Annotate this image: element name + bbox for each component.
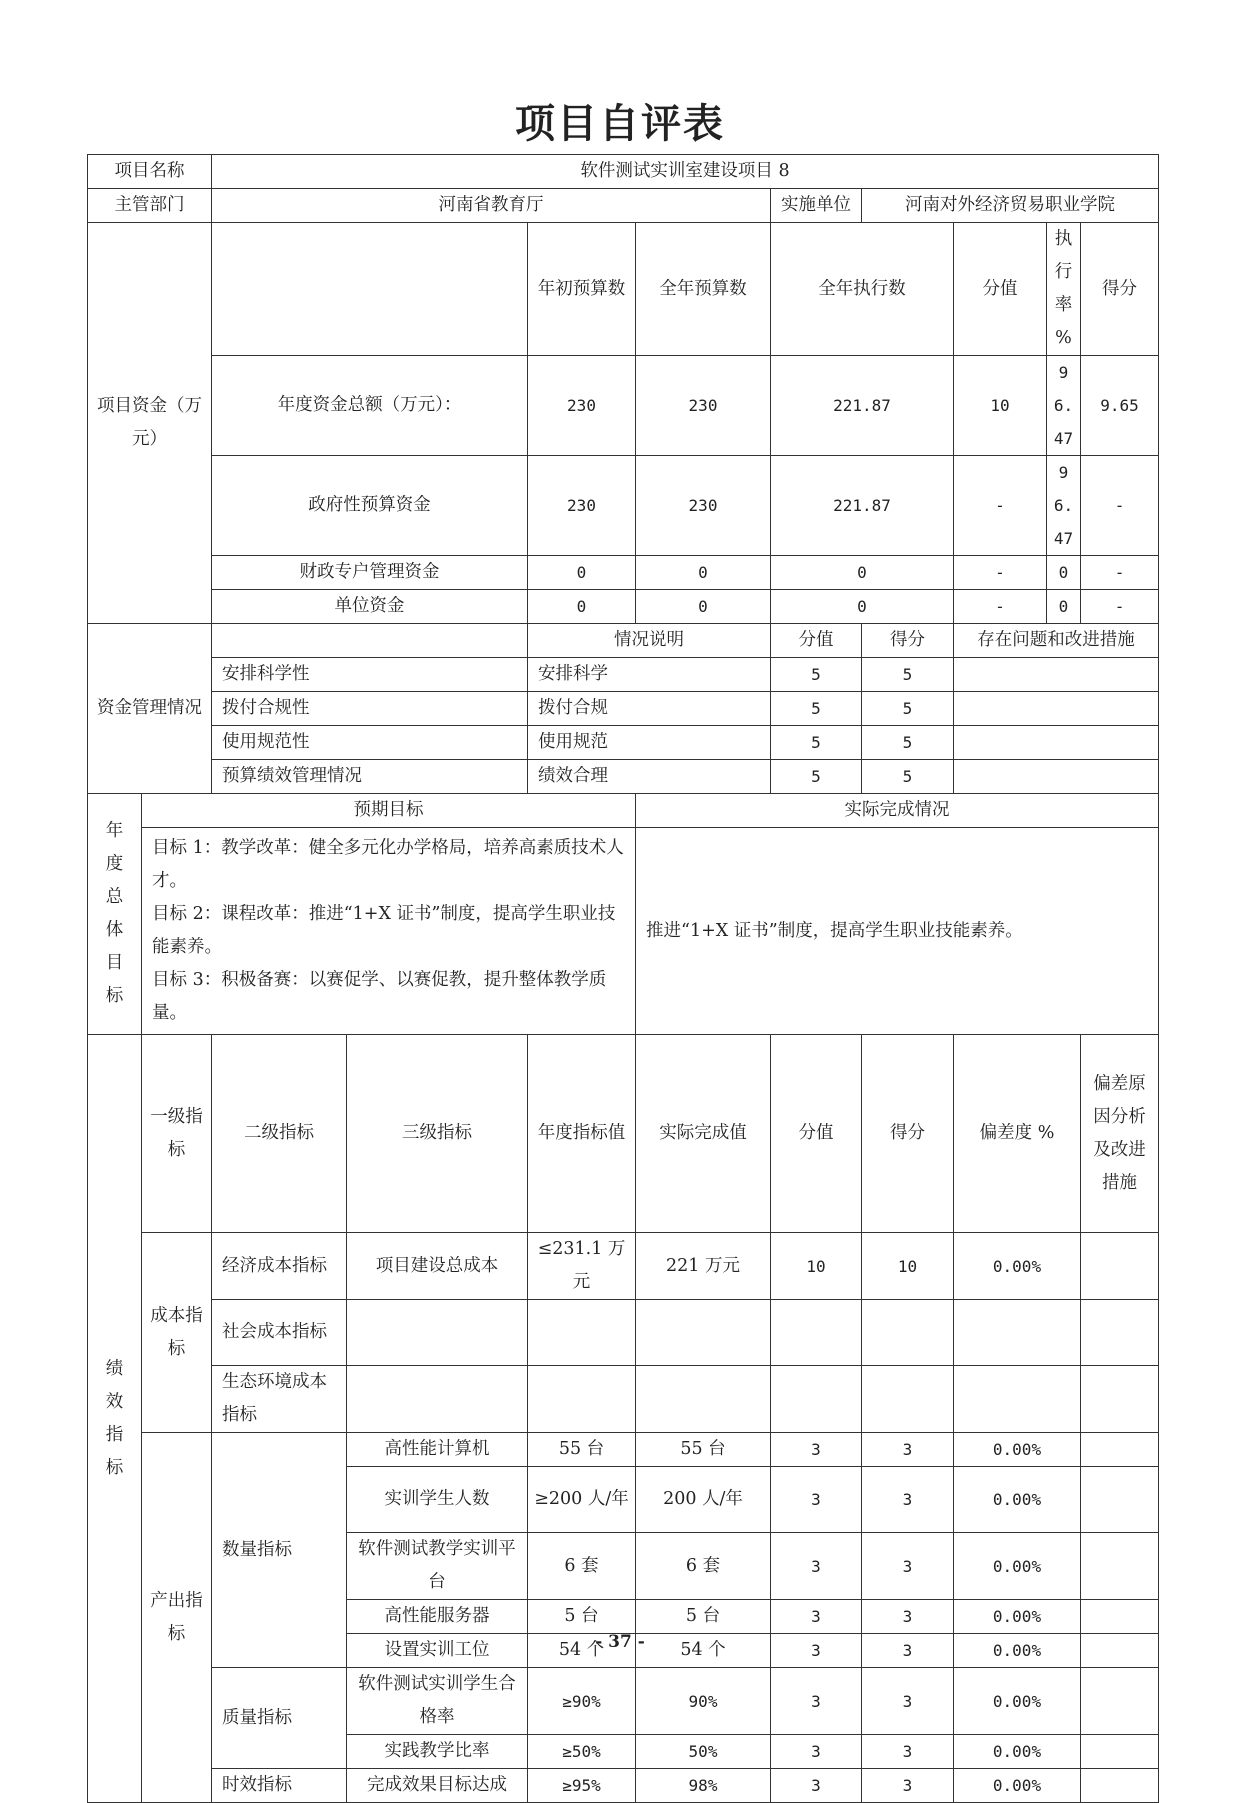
goals-label: 年度总体目标 (88, 794, 142, 1035)
output-level3: 高性能服务器 (347, 1600, 528, 1634)
funds-header-blank (212, 223, 528, 356)
output-deviation: 0.00% (954, 1433, 1081, 1467)
output-score: 3 (862, 1433, 954, 1467)
output-score-value: 3 (771, 1467, 862, 1533)
perf-header-row (88, 1035, 1159, 1233)
cost-level2: 社会成本指标 (212, 1300, 347, 1366)
mgmt-desc: 安排科学 (528, 658, 771, 692)
output-actual: 50% (636, 1735, 771, 1769)
mgmt-desc: 使用规范 (528, 726, 771, 760)
cost-score-value (771, 1366, 862, 1433)
output-deviation: 0.00% (954, 1634, 1081, 1668)
funds-row-label: 政府性预算资金 (212, 456, 528, 556)
output-row (88, 1433, 1159, 1467)
cost-target: ≤231.1 万元 (528, 1233, 636, 1300)
funds-row-label: 单位资金 (212, 590, 528, 624)
output-level1: 产出指标 (142, 1433, 212, 1803)
cost-deviation (954, 1366, 1081, 1433)
perf-header-2: 三级指标 (347, 1035, 528, 1233)
dept-label: 主管部门 (88, 189, 212, 223)
output-level3: 软件测试实训学生合格率 (347, 1668, 528, 1735)
output-score-value: 3 (771, 1533, 862, 1600)
output-deviation: 0.00% (954, 1467, 1081, 1533)
output-score-value: 3 (771, 1735, 862, 1769)
cost-level2: 生态环境成本指标 (212, 1366, 347, 1433)
self-evaluation-table (87, 154, 1159, 1803)
cost-actual (636, 1300, 771, 1366)
output-score: 3 (862, 1634, 954, 1668)
mgmt-label: 资金管理情况 (88, 624, 212, 794)
mgmt-item: 安排科学性 (212, 658, 528, 692)
output-level3: 软件测试教学实训平台 (347, 1533, 528, 1600)
cost-level1: 成本指标 (142, 1233, 212, 1433)
cost-score (862, 1366, 954, 1433)
perf-header-3: 年度指标值 (528, 1035, 636, 1233)
output-score: 3 (862, 1467, 954, 1533)
funds-header-5: 得分 (1081, 223, 1159, 356)
mgmt-header-0: 情况说明 (528, 624, 771, 658)
mgmt-item: 预算绩效管理情况 (212, 760, 528, 794)
perf-header-7: 偏差度 % (954, 1035, 1081, 1233)
funds-row (88, 556, 1159, 590)
goals-content-row (88, 828, 1159, 1035)
funds-cell: 0 (771, 556, 954, 590)
output-target: 5 台 (528, 1600, 636, 1634)
funds-cell: 0 (636, 556, 771, 590)
output-score-value: 3 (771, 1769, 862, 1803)
output-score-value: 3 (771, 1668, 862, 1735)
output-score-value: 3 (771, 1634, 862, 1668)
cost-score: 10 (862, 1233, 954, 1300)
cost-deviation (954, 1300, 1081, 1366)
output-target: ≥50% (528, 1735, 636, 1769)
output-reason (1081, 1668, 1159, 1735)
output-score-value: 3 (771, 1600, 862, 1634)
perf-header-8: 偏差原因分析及改进措施 (1081, 1035, 1159, 1233)
funds-cell: - (1081, 590, 1159, 624)
dept-value: 河南省教育厅 (212, 189, 771, 223)
perf-label: 绩效指标 (88, 1035, 142, 1803)
funds-header-3: 分值 (954, 223, 1047, 356)
funds-cell: - (1081, 556, 1159, 590)
output-actual: 55 台 (636, 1433, 771, 1467)
output-reason (1081, 1467, 1159, 1533)
mgmt-score-value: 5 (771, 658, 862, 692)
project-name-row (88, 155, 1159, 189)
output-row (88, 1668, 1159, 1735)
cost-row (88, 1366, 1159, 1433)
output-reason (1081, 1533, 1159, 1600)
perf-header-6: 得分 (862, 1035, 954, 1233)
funds-cell: 10 (954, 356, 1047, 456)
cost-row (88, 1300, 1159, 1366)
output-actual: 200 人/年 (636, 1467, 771, 1533)
actual-goal-text: 推进“1+X 证书”制度，提高学生职业技能素养。 (636, 828, 1159, 1035)
output-score: 3 (862, 1668, 954, 1735)
output-level3: 完成效果目标达成 (347, 1769, 528, 1803)
funds-cell: 96.47 (1047, 456, 1081, 556)
output-actual: 98% (636, 1769, 771, 1803)
expected-goals-header: 预期目标 (142, 794, 636, 828)
funds-row (88, 356, 1159, 456)
mgmt-issue (954, 760, 1159, 794)
project-name-label: 项目名称 (88, 155, 212, 189)
perf-header-0: 一级指标 (142, 1035, 212, 1233)
output-row (88, 1769, 1159, 1803)
funds-cell: 0 (528, 556, 636, 590)
output-target: 54 个 (528, 1634, 636, 1668)
impl-label: 实施单位 (771, 189, 862, 223)
output-target: 6 套 (528, 1533, 636, 1600)
cost-actual (636, 1366, 771, 1433)
funds-cell: 221.87 (771, 356, 954, 456)
funds-cell: 0 (1047, 590, 1081, 624)
quality-level2: 质量指标 (212, 1668, 347, 1769)
mgmt-row (88, 760, 1159, 794)
goals-header-row (88, 794, 1159, 828)
funds-cell: 221.87 (771, 456, 954, 556)
output-reason (1081, 1600, 1159, 1634)
mgmt-score-value: 5 (771, 760, 862, 794)
mgmt-header-row (88, 624, 1159, 658)
cost-target (528, 1300, 636, 1366)
funds-cell: - (1081, 456, 1159, 556)
cost-level3: 项目建设总成本 (347, 1233, 528, 1300)
cost-score-value (771, 1300, 862, 1366)
mgmt-header-1: 分值 (771, 624, 862, 658)
mgmt-desc: 拨付合规 (528, 692, 771, 726)
expected-goal-item: 目标 3：积极备赛：以赛促学、以赛促教，提升整体教学质量。 (152, 970, 607, 1023)
mgmt-issue (954, 692, 1159, 726)
output-target: ≥90% (528, 1668, 636, 1735)
mgmt-issue (954, 726, 1159, 760)
perf-header-5: 分值 (771, 1035, 862, 1233)
funds-cell: 0 (528, 590, 636, 624)
dept-row (88, 189, 1159, 223)
mgmt-header-3: 存在问题和改进措施 (954, 624, 1159, 658)
mgmt-item: 使用规范性 (212, 726, 528, 760)
funds-cell: - (954, 456, 1047, 556)
mgmt-score: 5 (862, 760, 954, 794)
funds-cell: - (954, 556, 1047, 590)
funds-row-label: 财政专户管理资金 (212, 556, 528, 590)
funds-cell: 9.65 (1081, 356, 1159, 456)
output-deviation: 0.00% (954, 1769, 1081, 1803)
mgmt-item: 拨付合规性 (212, 692, 528, 726)
output-score-value: 3 (771, 1433, 862, 1467)
output-actual: 54 个 (636, 1634, 771, 1668)
funds-row (88, 456, 1159, 556)
cost-level3 (347, 1300, 528, 1366)
cost-level3 (347, 1366, 528, 1433)
mgmt-row (88, 692, 1159, 726)
output-actual: 6 套 (636, 1533, 771, 1600)
document-title: 项目自评表 (515, 101, 725, 147)
funds-cell: 230 (528, 456, 636, 556)
cost-reason (1081, 1300, 1159, 1366)
project-name-value: 软件测试实训室建设项目 8 (212, 155, 1159, 189)
funds-cell: 0 (636, 590, 771, 624)
page-number: - 37 - (595, 1632, 645, 1652)
mgmt-score-value: 5 (771, 692, 862, 726)
quantity-level2: 数量指标 (212, 1433, 347, 1668)
output-target: ≥200 人/年 (528, 1467, 636, 1533)
expected-goals (142, 828, 636, 1035)
output-reason (1081, 1433, 1159, 1467)
mgmt-header-blank (212, 624, 528, 658)
cost-reason (1081, 1366, 1159, 1433)
output-score: 3 (862, 1769, 954, 1803)
output-score: 3 (862, 1735, 954, 1769)
cost-reason (1081, 1233, 1159, 1300)
cost-score-value: 10 (771, 1233, 862, 1300)
cost-row (88, 1233, 1159, 1300)
output-actual: 90% (636, 1668, 771, 1735)
funds-cell: 96.47 (1047, 356, 1081, 456)
output-level3: 设置实训工位 (347, 1634, 528, 1668)
mgmt-desc: 绩效合理 (528, 760, 771, 794)
cost-score (862, 1300, 954, 1366)
output-actual: 5 台 (636, 1600, 771, 1634)
mgmt-score-value: 5 (771, 726, 862, 760)
expected-goal-item: 目标 1：教学改革：健全多元化办学格局，培养高素质技术人才。 (152, 838, 624, 891)
output-score: 3 (862, 1600, 954, 1634)
output-target: 55 台 (528, 1433, 636, 1467)
funds-row-label: 年度资金总额（万元）： (212, 356, 528, 456)
mgmt-row (88, 658, 1159, 692)
funds-header-0: 年初预算数 (528, 223, 636, 356)
output-score: 3 (862, 1533, 954, 1600)
output-level3: 高性能计算机 (347, 1433, 528, 1467)
output-deviation: 0.00% (954, 1735, 1081, 1769)
cost-deviation: 0.00% (954, 1233, 1081, 1300)
output-target: ≥95% (528, 1769, 636, 1803)
mgmt-score: 5 (862, 726, 954, 760)
funds-cell: 230 (636, 456, 771, 556)
output-deviation: 0.00% (954, 1600, 1081, 1634)
mgmt-score: 5 (862, 658, 954, 692)
expected-goal-item: 目标 2：课程改革：推进“1+X 证书”制度，提高学生职业技能素养。 (152, 904, 616, 957)
output-level3: 实践教学比率 (347, 1735, 528, 1769)
perf-header-4: 实际完成值 (636, 1035, 771, 1233)
cost-level2: 经济成本指标 (212, 1233, 347, 1300)
output-deviation: 0.00% (954, 1533, 1081, 1600)
output-level3: 实训学生人数 (347, 1467, 528, 1533)
mgmt-issue (954, 658, 1159, 692)
funds-header-4: 执行率 % (1047, 223, 1081, 356)
funds-header-row (88, 223, 1159, 356)
perf-header-1: 二级指标 (212, 1035, 347, 1233)
funds-header-2: 全年执行数 (771, 223, 954, 356)
funds-cell: - (954, 590, 1047, 624)
output-deviation: 0.00% (954, 1668, 1081, 1735)
funds-header-1: 全年预算数 (636, 223, 771, 356)
funds-label: 项目资金（万元） (88, 223, 212, 624)
impl-value: 河南对外经济贸易职业学院 (862, 189, 1159, 223)
output-reason (1081, 1769, 1159, 1803)
timeliness-level2: 时效指标 (212, 1769, 347, 1803)
mgmt-header-2: 得分 (862, 624, 954, 658)
funds-cell: 230 (528, 356, 636, 456)
cost-actual: 221 万元 (636, 1233, 771, 1300)
actual-goals-header: 实际完成情况 (636, 794, 1159, 828)
cost-target (528, 1366, 636, 1433)
output-reason (1081, 1735, 1159, 1769)
mgmt-score: 5 (862, 692, 954, 726)
funds-cell: 0 (771, 590, 954, 624)
funds-cell: 0 (1047, 556, 1081, 590)
funds-row (88, 590, 1159, 624)
mgmt-row (88, 726, 1159, 760)
funds-cell: 230 (636, 356, 771, 456)
